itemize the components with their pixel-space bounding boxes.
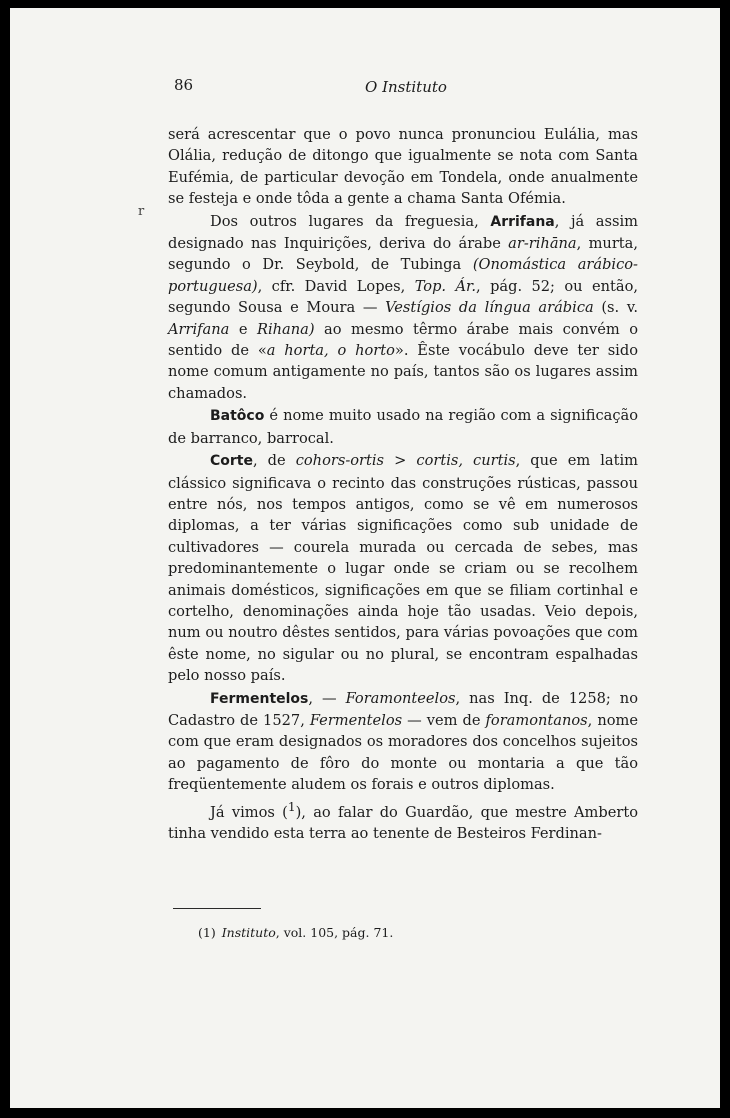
paragraph-corte [168,450,638,686]
italic-run: Rihana) [256,320,315,338]
paragraph-batoco [168,405,638,449]
text-run: (s. v. [593,299,638,317]
italic-run: Fermentelos [309,711,403,729]
footnote-details: , vol. 105, pág. 71. [275,925,394,940]
text-run: , pág. 52; ou então, segundo Sousa e Moura — [168,277,638,317]
italic-run: (Onomástica arábico-portuguesa) [168,256,638,295]
italic-run: Foramonteelos [345,689,456,707]
text-run: , já assim designado nas Inquirições, deriva do árabe [168,212,638,253]
text-run: , murta, segundo o Dr. Seybold, de Tubinga [168,235,638,274]
italic-run: cohors-ortis [295,452,385,470]
italic-run: a horta, o horto [266,342,395,360]
footnote-ref[interactable]: 1 [287,799,296,814]
text-run: , nome com que eram designados os moradores dos concelhos sujeitos ao pagamento de fôro do monte ou montaria a que tão freqüentemente aludem os forais e outros diplomas. [168,711,638,794]
text-run: , nas Inq. de 1258; no Cadastro de 1527, [168,689,638,729]
italic-run: ar-rihāna [508,235,577,253]
entry-term-arrifana: Arrifana [490,213,555,230]
italic-run: Vestígios da língua arábica [385,299,594,317]
body-text [168,124,638,844]
footnote [198,925,393,940]
text-run: e [229,320,257,338]
footnote-number: (1) [198,925,216,940]
paragraph-fermentelos [168,688,638,796]
page-header [10,76,720,100]
text-run: — vem de [402,711,486,729]
text-run: , cfr. David Lopes, [257,277,415,295]
text-run: , que em latim clássico significava o recinto das construções rústicas, passou entre nós, nos tempos antigos, como se vê em numerosos diplomas, a ter várias significações como sub unidade de cultivadores — courela murada ou cercada de sebes, mas predominantemente o lugar onde se criam ou se recolhem animais domésticos, significações em que se filiam cortinhal e cortelho, denominações ainda hoje tão usadas. Veio depois, num ou noutro dêstes sentidos, para várias povoações que com êste nome, no sigular ou no plural, se encontram espalhadas pelo nosso país. [168,452,638,685]
text-run: ao mesmo têrmo árabe mais convém o sentido de « [168,320,638,360]
page-number: 86 [174,76,194,94]
text-run: ». Êste vocábulo deve ter sido nome comum antigamente no país, tantos são os lugares assim chamados. [168,342,638,402]
italic-run: Top. Ár. [414,277,477,295]
text-run: , — [308,689,346,707]
text-run: ), ao falar do Guardão, que mestre Amberto tinha vendido esta terra ao tenente de Besteiros Ferdinan- [168,803,638,842]
entry-term-fermentelos: Fermentelos [210,690,309,707]
text-run: > [384,452,417,470]
text-run: Dos outros lugares da freguesia, [210,212,491,230]
footnote-source: Instituto [221,925,276,940]
paragraph-guardao [168,797,638,845]
running-title: O Instituto [365,78,447,96]
text-run: , de [252,452,296,470]
text-run: é nome muito usado na região com a significação de barranco, barrocal. [168,407,638,447]
margin-mark: r [138,204,145,219]
paragraph-eulalia [168,124,638,210]
entry-term-corte: Corte [210,453,253,470]
italic-run: cortis, curtis [416,452,516,470]
paragraph-text: será acrescentar que o povo nunca pronunciou Eulália, mas Olália, redução de ditongo que igualmente se nota com Santa Eufémia, de particular devoção em Tondela, onde anualmente se festeja e onde tôda a gente a chama Santa Ofémia. [168,126,638,208]
text-run: Já vimos ( [210,803,288,821]
italic-run: Arrifana [168,320,230,338]
footnote-divider [173,908,261,909]
document-page [10,8,720,1108]
italic-run: foramontanos [485,711,588,729]
entry-term-batoco: Batôco [210,408,265,425]
paragraph-arrifana [168,211,638,405]
